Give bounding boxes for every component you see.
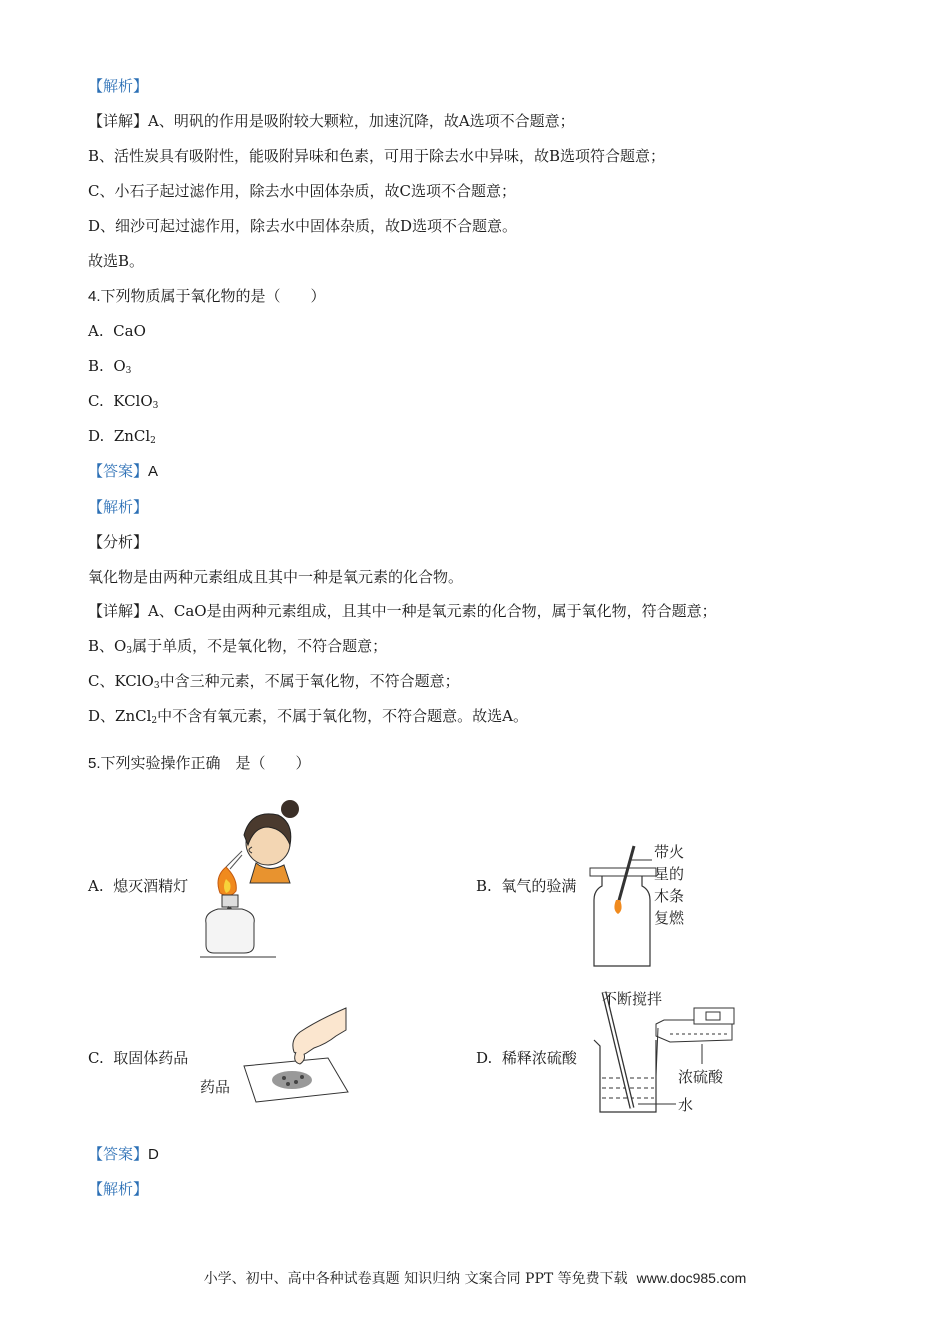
solid-reagent-figure bbox=[196, 1002, 360, 1114]
option-text: 稀释浓硫酸 bbox=[501, 1049, 577, 1067]
q5-analysis-tag: 【解析】 bbox=[88, 1180, 149, 1198]
q4-detail-c bbox=[88, 670, 460, 697]
q4-detail-d-sub: 2 bbox=[151, 716, 158, 726]
option-text: ZnCl bbox=[113, 427, 151, 445]
q4-detail-d-post: 中不含有氧元素，不属于氧化物，不符合题意。故选A。 bbox=[157, 707, 528, 725]
q4-fenxi-tag: 【分析】 bbox=[88, 533, 149, 551]
option-text: 取固体药品 bbox=[113, 1049, 189, 1067]
footer-text: 小学、初中、高中各种试卷真题 知识归纳 文案合同 PPT 等免费下载 bbox=[203, 1271, 628, 1287]
q3-conclusion: 故选B。 bbox=[88, 252, 145, 270]
q4-detail-c-pre: C、KClO bbox=[88, 672, 154, 690]
q5-number: 5. bbox=[88, 755, 101, 772]
oxygen-bottle-figure bbox=[588, 838, 698, 970]
q3-detail-a bbox=[88, 110, 575, 132]
figure-b-label-1: 带火 bbox=[654, 843, 685, 861]
figure-c-label: 药品 bbox=[200, 1078, 231, 1096]
q4-detail-b-post: 属于单质，不是氧化物，不符合题意； bbox=[132, 637, 388, 655]
q4-stem bbox=[88, 285, 326, 308]
option-text: KClO bbox=[113, 392, 153, 410]
q3-detail-tag: 【详解】 bbox=[88, 112, 149, 130]
alcohol-lamp-blowing-figure bbox=[196, 795, 316, 963]
page-footer bbox=[0, 1268, 950, 1288]
q3-line-b: B、活性炭具有吸附性，能吸附异味和色素，可用于除去水中异味，故B选项符合题意； bbox=[88, 147, 666, 165]
q5-option-d bbox=[476, 1047, 577, 1068]
q4-detail-b-sub: 3 bbox=[126, 646, 133, 656]
q4-detail-b bbox=[88, 635, 387, 662]
option-subscript: 3 bbox=[125, 366, 132, 376]
q4-fenxi-text: 氧化物是由两种元素组成且其中一种是氧元素的化合物。 bbox=[88, 568, 464, 586]
option-letter: D. bbox=[476, 1049, 493, 1067]
option-text: O bbox=[113, 357, 126, 375]
option-subscript: 3 bbox=[152, 401, 159, 411]
figure-b-label-4: 复燃 bbox=[654, 909, 685, 927]
q5-stem bbox=[88, 752, 311, 775]
q4-answer-tag: 【答案】 bbox=[88, 462, 149, 480]
q4-option-c bbox=[88, 390, 158, 417]
figure-b-label-3: 木条 bbox=[654, 887, 685, 905]
q5-stem-text: 下列实验操作正确 是（ ） bbox=[100, 754, 311, 772]
option-text: CaO bbox=[113, 322, 146, 340]
option-letter: D. bbox=[88, 427, 105, 445]
q4-answer bbox=[88, 460, 158, 483]
q4-detail-b-pre: B、O bbox=[88, 637, 127, 655]
option-text: 氧气的验满 bbox=[501, 877, 577, 895]
option-letter: C. bbox=[88, 1049, 104, 1067]
option-letter: A. bbox=[88, 322, 104, 340]
q4-detail-a-text: A、CaO是由两种元素组成，且其中一种是氧元素的化合物，属于氧化物，符合题意； bbox=[148, 602, 717, 620]
figure-b-label-2: 星的 bbox=[654, 865, 685, 883]
q4-number: 4. bbox=[88, 288, 101, 305]
q4-stem-text: 下列物质属于氧化物的是（ ） bbox=[100, 287, 326, 305]
figure-d-label-water: 水 bbox=[678, 1096, 694, 1114]
q4-detail-d bbox=[88, 705, 528, 732]
figure-d-label-stir: 不断搅拌 bbox=[602, 990, 663, 1008]
q4-detail-a bbox=[88, 600, 717, 622]
q4-option-a bbox=[88, 320, 146, 342]
q4-option-b bbox=[88, 355, 131, 382]
option-subscript: 2 bbox=[150, 436, 156, 446]
q5-option-a bbox=[88, 875, 188, 896]
q4-detail-d-pre: D、ZnCl bbox=[88, 707, 152, 725]
q3-detail-a-text: A、明矾的作用是吸附较大颗粒，加速沉降，故A选项不合题意； bbox=[148, 112, 575, 130]
q3-line-d: D、细沙可起过滤作用，除去水中固体杂质，故D选项不合题意。 bbox=[88, 217, 518, 235]
option-letter: C. bbox=[88, 392, 104, 410]
q5-answer bbox=[88, 1143, 159, 1166]
q4-answer-value: A bbox=[148, 463, 159, 480]
footer-url[interactable]: www.doc985.com bbox=[636, 1270, 747, 1286]
dilute-sulfuric-acid-figure bbox=[590, 984, 750, 1116]
q4-detail-tag: 【详解】 bbox=[88, 602, 149, 620]
option-letter: B. bbox=[88, 357, 104, 375]
q4-detail-c-sub: 3 bbox=[153, 681, 160, 691]
q5-answer-value: D bbox=[148, 1146, 159, 1163]
option-text: 熄灭酒精灯 bbox=[113, 877, 189, 895]
q3-line-c: C、小石子起过滤作用，除去水中固体杂质，故C选项不合题意； bbox=[88, 182, 516, 200]
q4-analysis-tag: 【解析】 bbox=[88, 498, 149, 516]
option-letter: A. bbox=[88, 877, 104, 895]
q5-answer-tag: 【答案】 bbox=[88, 1145, 149, 1163]
q5-option-b bbox=[476, 875, 576, 896]
q3-analysis-tag: 【解析】 bbox=[88, 77, 149, 95]
q4-option-d bbox=[88, 425, 156, 452]
figure-d-label-acid: 浓硫酸 bbox=[678, 1068, 724, 1086]
option-letter: B. bbox=[476, 877, 492, 895]
q5-option-c bbox=[88, 1047, 188, 1068]
q4-detail-c-post: 中含三种元素，不属于氧化物，不符合题意； bbox=[159, 672, 460, 690]
